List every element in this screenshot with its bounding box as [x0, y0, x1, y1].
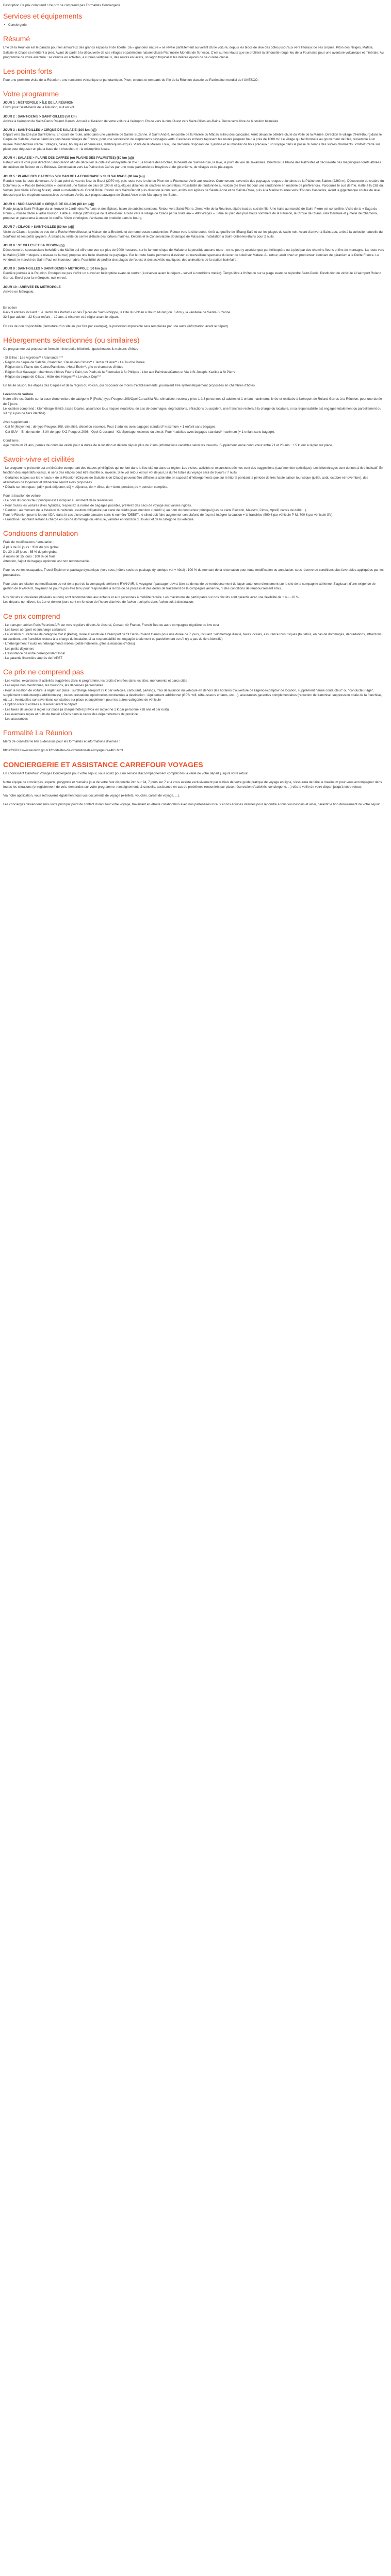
annulation-intro: Frais de modifications / annulation : — [3, 540, 55, 545]
supplement-item: - Cat M (Moyenne) : de type Peugeot 308, climatisé, diesel ou essence. Pour 3 adultes avec bagages standard* maximum + 1 enfant sans bagages. — [3, 425, 217, 429]
hebergement-item: - Région du cirque de Cilaos : Hôtel des Neiges*** / Le vieux Cep*** — [3, 375, 101, 379]
formalite-link[interactable]: https://XXXXwww.reunion.gouv.fr/modalites-de-circulation-des-voyageurs-r461.html — [3, 749, 123, 753]
concierge-para-3: Via notre application, vous retrouverez également tous vos documents de voyage (e-billets, voucher, carnet de voyage, ...). — [3, 794, 180, 798]
day-heading: JOUR 8 : ST GILLES ET SA REGION (pj) — [3, 244, 65, 248]
prix-pas-item: - L'option Pack 3 entrées à réserver avant le départ — [3, 703, 77, 707]
supplement-title: Avec supplément : — [3, 420, 30, 425]
caution-item: Pour le Réunion pour la loueur ADA, dans le cas d'une carte bancaire sans le numéro "DEBIT", le client doit faire augmenter son plafond de façon à intégrer la caution + la franchise (590 € par véhicule P-M, 700 € par véhicule SV). — [3, 513, 334, 517]
day-heading: JOUR 5 : PLAINE DES CAFRES > VOLCAN DE LA FOURNAISE > SUD SAUVAGE (80 km (aj)) — [3, 174, 145, 178]
savoir-para-3: • Détails sur les repas : pdj = petit déjeuner, déj = déjeuner, din = dîner, dp = demi-pension, pc = pension complète. — [3, 485, 168, 489]
hebergements-list — [3, 355, 385, 379]
option-title: En option — [3, 306, 17, 310]
conditions-title: Conditions : — [3, 438, 21, 443]
savoir-title: Savoir-vivre et civilités — [3, 455, 75, 464]
hebergements-title: Hébergements sélectionnés (ou similaires) — [3, 335, 140, 344]
prix-pas-item: - Les visites, excursions et activités suggérées dans le programme, les droits d'entrées dans les sites, monuments et parcs cités — [3, 679, 187, 683]
points-text: Pour une première visite de la Réunion : une rencontre volcanique et panoramique. Piton, cirques et remparts de l'île de la Réunion classée au Patrimoine mondial de l'UNESCO. — [3, 78, 259, 82]
prix-pas-item: - Les taxes de séjour à régler sur place (à chaque hôtel (prévoir en moyenne 1 € par personne +18 ans et par nuit)) — [3, 707, 169, 711]
services-item: • Conciergerie — [3, 23, 385, 27]
prix-pas-item: - Les repas non mentionnés, les boissons, les dépenses personnelles — [3, 684, 104, 688]
prix-pas-item: - Les assurances — [3, 717, 28, 721]
prix-pas-item: - Les éventuels repas et nuits de transit à Paris dans le cadre des départs/retours de province — [3, 712, 138, 716]
hebergement-item: - Région du cirque de Salazie, Grand îlet : Relais des Cimes** / Jardin d'Hévé** / La Touche Dorée — [3, 361, 145, 365]
programme-days — [3, 100, 385, 298]
caution-item: • Pour toutes les voitures dites hybrides, respectez la norme de bagages possible, préférez des sacs de voyage aux valises rigides. — [3, 503, 192, 507]
savoir-para-1: - Le programme présenté est un itinéraire comportant des étapes privilégiées qui ne font dans le lieu cité ou dans sa région. Les visites, activités et excursions décrites sont des suggestions (sauf mention spécifique). Les kilométrages sont donnés à titre indicatif. En fonction des impératifs locaux, le sens des étapes peut être modifié ou inversé. Si le vol retour est un vol de jour, la durée totale du voyage sera de 9 jours / 7 nuits. — [3, 466, 383, 475]
location-title: Location de voiture — [3, 393, 34, 397]
hebergement-item: - St Gilles : Les Aigrettes** / Alamanda *** — [3, 355, 63, 360]
prix-comprend-item: - La garantie financière auprès de l'APST — [3, 656, 62, 660]
annulation-note: Attention, l'ajout de bagage optionnel est non remboursable. — [3, 560, 90, 564]
day-text: Rendez-vous la route du volcan. Arrêt au point de vue du Nez de Bœuf (2070 m), puis route vers le site du Piton de la Fournaise. Arrêt aux cratères Commerson, traversée des paysages rouges et lunaires de la Plaine des Sables (2260 m). Découverte du cratère du Dolomieu ou « Pas de Bellecombe », dominant une falaise de plus de 100 m et quelques dizaines de cratères en contrebas. Possibilité de randonnée au volcan (se lever tôt pour une randonnée en matinée de préférence). Parcourez le sud de l'île. Halte à la Cité du Volcan (lieu dédié à Bourg Murat). Arrêt au belvédère du Grand Brûlé. Retour vers Saint-Benoît puis direction la côte sud, arrêts aux églises de Sainte-Anne et de Sainte-Rose, puis à la Marine tournée vers l'Est des Cascades, avant la gigantesque coulée de lave déposée par les éruptions successives du volcan. Arrêts aux plages sauvages de Grand Anse et de Manapany-les-Bains. — [3, 179, 384, 197]
day-heading: JOUR 2 : SAINT-DENIS > SAINT-GILLES (50 km) — [3, 114, 77, 118]
location-text: Notre offre est établie sur la base d'une voiture de catégorie P (Petite) type Peugeot 208/Opel Corsa/Kia Rio, climatisée, restera y prise 1 à 3 personnes (2 adultes et 1 enfant maximum), livrée et restituée à l'aéroport de Roland Garros à la Réunion, pour une durée de 7 jours. — [3, 397, 382, 406]
day-heading: JOUR 4 : SALAZIE > PLAINE DES CAFRES (ou PLAINE DES PALMISTES) (80 km (aj)) — [3, 156, 134, 160]
day-heading: JOUR 9 : SAINT-GILLES > SAINT-DENIS > MÉTROPOLE (50 km (aj)) — [3, 266, 107, 270]
day-text: Route jusqu'à Saint-Philippe via un trouver le Jardin des Parfums et des Épices, havre de subtiles senteurs. Retour vers Saint-Pierre, 2ème ville de la Réunion, située tout au sud de l'île. Une halte au marché de Saint-Pierre est conseillée. Visite de la « Saga du Rhum », musée dédié à ladite boisson. Halte au village pittoresque de l'Entre-Deux. Route vers le village de Cilaos par la route aux « 400 virages ». Situé au pied des plus hauts sommets de la Réunion, le Cirque de Cilaos, villa thermale et jumelle de Chamonix, propose un panorama à couper le souffle. Visite éthologies d'artisanat de broderie dans le bourg. — [3, 207, 379, 221]
breadcrumb: Description Ce prix comprend / Ce prix ne comprend pas Formalités Conciergerie — [3, 4, 121, 7]
day-text: Départ vers Salazie par Saint-Denis. En cours de route, arrêt dans une vanillerie de Sainte-Suzanne. À Saint-André, rencontre de la Rivière du Mât au milieu des cascades. Arrêt devant le célèbre chute du Voile de la Mariée. Direction le village d'Hell-Bourg dans le Cirque de Salazie, classé parmi les plus beaux villages de France, pour une succession de surprenants paysages verts. Cascades et fleurs tapissent les routes jusqu'en haut à près de 1000 m ! Le village qui fait honneur au gouverneur de Hell, ressemble à un musée d'architecture créole : Villages, cases, boutiques et demeures, lambrequins exquis. Visite de la Maison Folio, une demeure disposant de 3 jardins et au mobilier de bois précieux : un voyage dans le passé du temps des sucres charmants. Profitez d'être sur place pour déguster un plat à base de « chouchou » : la cristophine locale. — [3, 133, 382, 151]
document — [0, 0, 391, 807]
services-title: Services et équipements — [3, 12, 83, 21]
concierge-para-1: En choisissant Carrefour Voyages Conciergerie pour votre séjour, vous optez pour un service d'accompagnement complet dès la veille de votre départ jusqu'à votre retour. — [3, 771, 249, 775]
annulation-list — [3, 545, 385, 560]
annulation-para-3: Nos circuits et croisières (fluviales ou non) sont recommandés aux enfants et aux personnes à mobilité réduite. Les maximums de participants sur nos circuits sont garantis avec une flexibilité de + ou - 10 %. — [3, 596, 300, 600]
savoir-para-2: - Certaines étapes sur les « hauts » de la Réunion (Cirques de Salazie & de Cilaos) peuvent être difficiles à atteindre en capacité d'hébergements que sur le littoral pendant la période de très haute saison touristique (juillet, août, octobre et novembre), des alternatives de logement et d'itinéraire seront alors proposées. — [3, 476, 368, 484]
caution-item: • Le nom du conducteur principal est à indiquer au moment de la réservation. — [3, 499, 114, 503]
annulation-item: De 30 à 15 jours : 85 % du prix global — [3, 550, 58, 554]
caution-list — [3, 498, 385, 522]
day-heading: JOUR 7 : CILAOS > SAINT-GILLES (80 km (aj)) — [3, 225, 74, 229]
day-text: Dernière journée à la Réunion. Pourquoi ne pas s'offrir un survol en hélicoptère avant de rentrer (à réserver avant le départ – survol à conditions météo). Temps libre à l'hôtel ou sur la plage avant de rejoindre Saint-Denis. Restitution du véhicule à l'aéroport Roland Garros. Envol pour la métropole, nuit en vol. — [3, 272, 381, 280]
prix-comprend-item: - Le transport aérien Paris/Réunion A/R sur vols réguliers directs Air Austral, Corsair, Air France, French Bee ou autre compagnie régulière ou low cost — [3, 623, 219, 627]
points-title: Les points forts — [3, 67, 52, 76]
hebergement-item: - Région de la Plaine des Cafres/Palmistes : Hotel Ecrin**, gîte et chambres d'hôtes — [3, 365, 123, 369]
prix-comprend-title: Ce prix comprend — [3, 612, 60, 620]
day-text: Arrivée en Métropole. — [3, 290, 35, 294]
resume-text: L'île de la Réunion est le paradis pour les amoureux des grands espaces et de liberté. Sa « grandeur nature » se révèle parfaitement au volant d'une voiture, depuis les blocs de lave des côtes jusqu'aux vers littoraux de ses cirques. Piton des Neiges, Mafate, Salazie et Cilaos se méritent à pied. Avant de partir à la découverte de ces villages et patrimoine naturel classé Patrimoine Mondial de l'Unesco. C'est sur les Hauts que se profilent la silhouette rouge feu de la Fournaise pour une aventure volcanique et minérale. Au programme de votre aventure : se vaincre en activités, à cirques vertigineux, des routes en lacets, un lagon tropical et les délices épicés de sa cuisine créole. — [3, 46, 384, 59]
prix-pas-title: Ce prix ne comprend pas — [3, 668, 84, 676]
day-heading: JOUR 10 : ARRIVEE EN METROPOLE — [3, 285, 61, 289]
day-text: Arrivée à l'aéroport de Saint-Denis Roland Garros. Accueil et livraison de votre voiture à l'aéroport. Route vers la côte Ouest vers Saint-Gilles-les-Bains. Découverte libre de la station balnéaire. — [3, 119, 280, 123]
annulation-title: Conditions d'annulation — [3, 529, 78, 538]
caution-title: Pour la location de voiture : — [3, 494, 43, 498]
prix-comprend-item: - Les petits déjeuners — [3, 647, 35, 651]
hebergements-note: En haute saison, les étapes des Cirques et de la région du volcan, qui disposent de moins d'établissements, pourraient être systématiquement proposées en chambres d'hôtes. — [3, 383, 256, 387]
day-text: Visite de Cilaos : le point de vue de la Roche Merveilleuse, la Maison de la Broderie et de nombreuses randonnées. Retour vers la côte ouest. Arrêt au gouffre de l'Étang-Salé et sur les plages de sable noir. Avant d'arriver à Saint-Leu, arrêt à la curiosité naturelle du Souffleur et ses petits geysers. À Saint-Leu visite du centre d'étude des tortues marines, Kélonia et le Conservatoire Botanique de Mascarin. Installation à Saint-Gilles-les-Bains pour 2 nuits. — [3, 230, 383, 239]
prix-comprend-item: - L'hébergement 7 nuits en hébergements mixtes (petite hôtellerie, gîtes & maisons d'hôtes) — [3, 642, 135, 646]
day-text: Découverte du spectaculaire belvédère du Maïdo qui offre une vue sur plus de 9000 hectares, sur le fameux cirque de Mafate et la possible aucune route - on ne peut y accéder que par hélicoptère ou à pied par des chemins fleuris et fins de montagne. La route vers le Maïdo (2200 m depuis le niveau de la mer) propose une belle diversité de paysages. Par le route l'aube permettra d'assister au merveilleux spectacle du lever de soleil sur Mafate. Au retour, arrêt chez un producteur étonnant de géranium à la Petite France. Le vendredi, le marché de Saint-Paul est incontournable. Possibilité de profiter des plages de l'ouest et des activités nautiques, des animations de la station balnéaire. — [3, 248, 384, 262]
concierge-para-4: Les concierges deviennent ainsi votre principal point de contact durant tout votre voyage, travaillant en étroite collaboration avec nos partenaires locaux et nos équipes internes pour répondre à tous vos besoins et ainsi, garantir le bon déroulement de votre séjour. — [3, 803, 381, 807]
supplement-item: - Cat SUV – En demande : SUV de type 4X2 Peugeot 2008 - Opel Crossland - Kia Sportage, essence ou diesel. Pour 4 adultes avec bagages standard* maximum (+ 1 enfant sans bagage). — [3, 430, 275, 434]
day-heading: JOUR 3 : SAINT-GILLES > CIRQUE DE SALAZIE (100 km (aj)) — [3, 128, 97, 132]
day-heading: JOUR 6 : SUD SAUVAGE > CIRQUE DE CILAOS (80 km (aj)) — [3, 202, 94, 206]
concierge-title: CONCIERGERIE ET ASSISTANCE CARREFOUR VOYAGES — [3, 760, 203, 769]
day-text: Envol pour Saint-Denis de la Réunion, nuit en vol. — [3, 106, 75, 110]
supplement-list — [3, 425, 385, 434]
resume-title: Résumé — [3, 35, 30, 43]
programme-title: Votre programme — [3, 90, 59, 98]
option-line: Pack 3 entrées incluant : Le Jardin des Parfums et des Épices de Saint-Philippe, la Cité du Volcan à Bourg Murat (jou. 6 dim.), la vanillerie de Sainte-Suzanne. — [3, 311, 232, 315]
formalite-title: Formalité La Réunion — [3, 728, 72, 737]
prix-comprend-item: - La location du véhicule de catégorie Cat P (Petite), livrée et restituée à l'aéroport de St Denis-Roland Garros pour une durée de 7 jours, incluant : kilométrage illimité, taxes locales, assurance tous risques (toutefois, en cas de dommages, dégradations, effractions ou accident, une franchise restera à la charge du locataire, si sa responsabilité est engagée totalement ou partiellement ou s'il n'y a pas de tiers identifié) — [3, 633, 382, 641]
option-block — [3, 306, 385, 329]
hebergement-item: - Région Sud Sauvage : chambres d'hôtes Four à Pain, les Pieds de la Fournaise à St Philippe - Lilet aux Palmistes/Cartes et Via à St Joseph, Kazilda à St Pierre — [3, 370, 236, 374]
prix-comprend-item: - L'assistance de notre correspondant local — [3, 651, 65, 655]
prix-pas-list — [3, 679, 385, 721]
formalite-text: Merci de consulter le lien ci-dessous pour les formalités et informations diverses : — [3, 740, 120, 744]
concierge-para-2: Notre équipe de concierges, experte, polyglotte et humaine joue de votre l'est disponible 24h sur 24, 7 jours sur 7 et à vous assiste exclusivement par le biais de votre guide pratique de voyage en ligne, s'assurera de faire le maximum pour vous accompagner dans toutes les situations (enregistrement de vols, demandes sur votre programme, renseignements & conseils, assistance en cas de problèmes rencontrés sur place, réservation d'activités, conciergerie, ...) dès la veille de votre départ jusqu'à votre retour. — [3, 780, 382, 789]
hebergements-intro: Ce programme est proposé en formule mixte petite hôtellerie, guesthouses & maisons d'hôtes — [3, 347, 138, 351]
prix-pas-item: - Pour la location de voiture, à régler sur place : surcharge aéroport 29 € par véhicule, carburant, parkings, frais de livraison du véhicule en dehors des horaires d'ouverture de l'agence/comptoir de location, supplément "jeune conducteur" ou "conducteur âgé", supplément conducteur(s) additionnel(s) ; toutes prestations optionnelles contractées à destination : équipement additionnel (GPS, wifi, réhausseurs enfants, etc....), assurances garanties complémentaires (réduction de franchise, suppression totale de la franchise, etc....) ; éventuelles contraventions constatées sur place et supplément pour les autres catégories de véhicule — [3, 688, 382, 702]
caution-item: • Caution : au moment de la livraison du véhicule, caution obligatoire par carte de crédit (avec mention « crédit ») au nom du conducteur principal (pas de carte Electron, Maestro, Cirrus, Vpréif, cartes de débit…). — [3, 508, 307, 512]
prix-comprend-list — [3, 623, 385, 661]
conditions-text: Age minimum 21 ans, permis de conduire valide pour la durée de la location et détenu depuis plus de 2 ans (informations variables selon les loueurs). Supplément jeune conducteur entre 21 et 23 ans : + 5 € jour à régler sur place. — [3, 443, 333, 447]
day-text: Retour vers la côte puis direction Saint-Benoît afin de découvrir la côte est verdoyante de l'île : La Rivière des Roches, la beauté de Sainte-Rose, la lave, le point de vue de Takamaka. Direction La Plaine des Palmistes et découverte des magnifiques forêts attirées de cuisines de Bébour et de Bélouve. Continuation vers La Plaine des Cafres par une route parsemée de bruyères et de géraniums, de villages et de pâturages. — [3, 161, 381, 170]
annulation-item: À plus de 30 jours : 35% du prix global — [3, 545, 59, 549]
option-line: 32 € par adulte – 22 € par enfant – 12 ans, à réserver et à régler avant le départ. — [3, 315, 119, 319]
annulation-para-1: Pour les ventes escapades, Travel Explorer et package dynamique (vols secs, hôtels seuls ou package dynamique vol + hôtel) : 100 % du montant de la réservation pour toute modification ou annulation, sous réserve de conditions plus favorables appliquées par les prestataires. — [3, 568, 384, 577]
caution-item: • Franchise : montant restant à charge en cas de dommage du véhicule, variable en fonction du loueur et de la catégorie du véhicule. — [3, 518, 194, 522]
prix-comprend-item: - Les taxes aéroport et surcharge carburant — [3, 628, 66, 632]
location-text-2: Le location comprend : kilométrage illimité, taxes locales, assurance tous risques (toutefois, en cas de dommages, dégradations, effractions ou accident, une franchise restera à la charge du locataire, si sa responsabilité est engagée totalement ou partiellement ou s'il n'y a pas de tiers identifié). — [3, 406, 381, 415]
annulation-para-2: Pour toute annulation ou modification du vol de la part de la compagnie aérienne RYANAIR, le voyageur / passager devra faire sa demande de remboursement de façon autonome directement sur le site de la compagnie aérienne. S'agissant d'une exigence de gestion de RYANAIR, Voyamar ne pourra pas être tenu pour responsable à la fois de ce process et des délais de traitement de la compagnie aérienne, ni des conditions de remboursement émis. — [3, 582, 376, 591]
day-heading: JOUR 1 : MÉTROPOLE > ÎLE DE LA RÉUNION — [3, 101, 74, 105]
annulation-item: À moins de 15 jours : 100 % de frais — [3, 555, 56, 559]
option-line: En cas de non disponibilité (fermeture d'un site au jour fixé par exemple), la prestation impossible sera remplacée par une autre (information avant le départ). — [3, 324, 229, 328]
annulation-para-4: Les départs non divers les 1er et dernier jours sont en fonction de l'heure d'arrivée de l'avion : soit pris dans l'avion soit à destination. — [3, 600, 194, 604]
